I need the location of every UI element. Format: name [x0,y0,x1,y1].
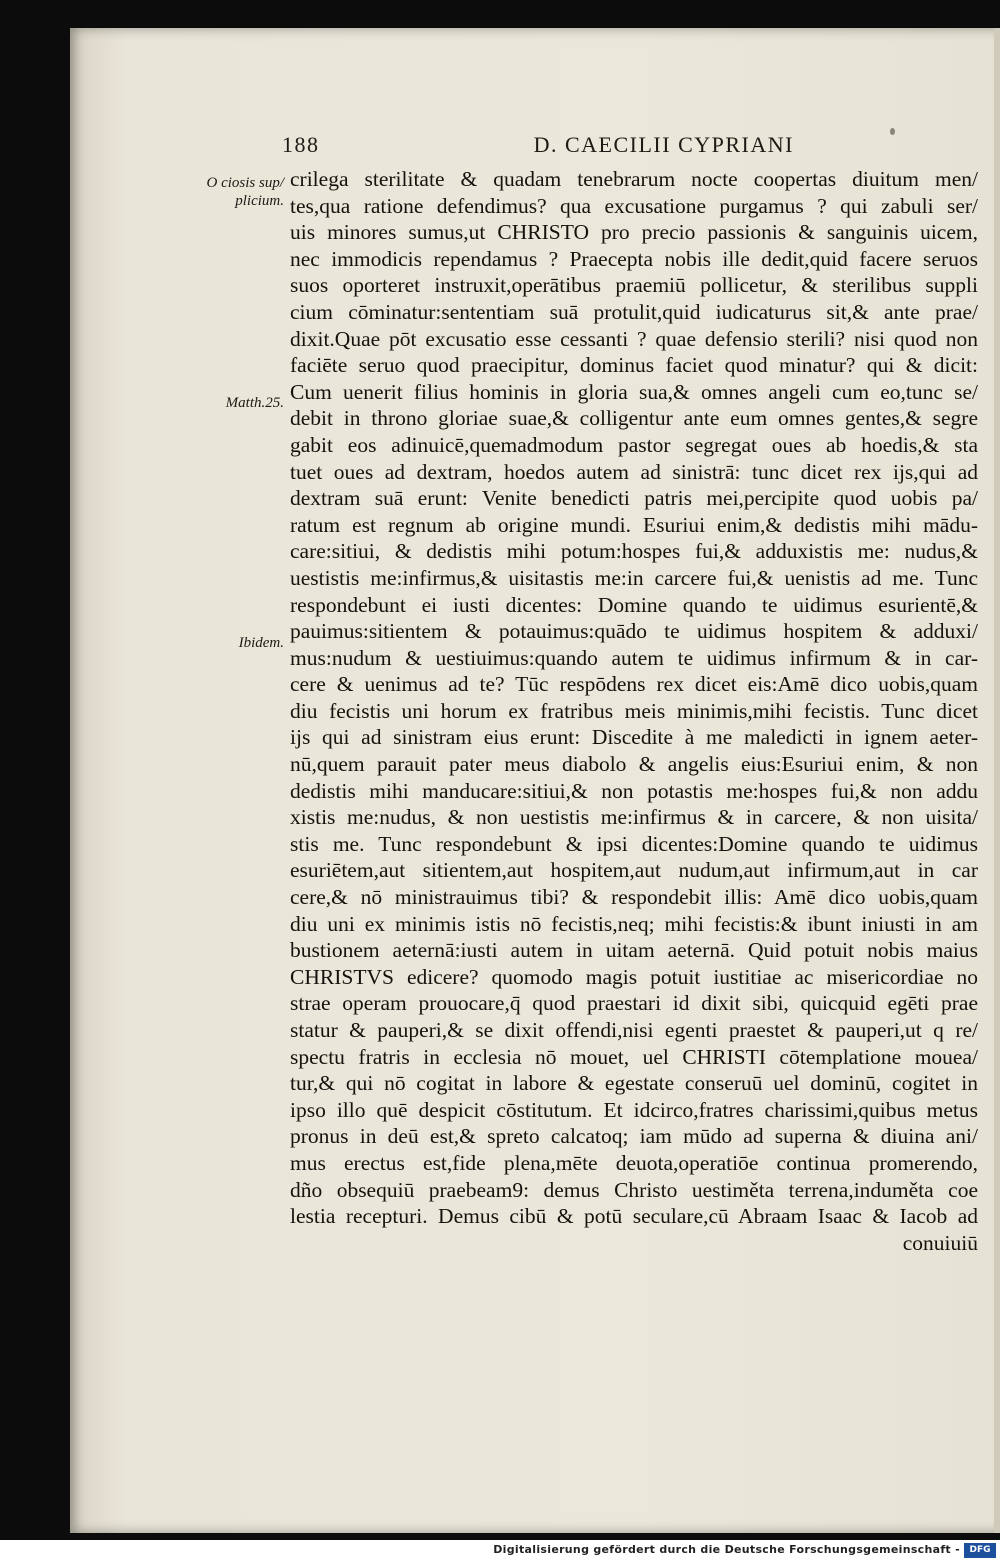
page-edge [994,28,1000,1533]
text-line: cere & uenimus ad te? Tūc respōdens rex dicet eis:Amē dico uobis,quam [290,672,978,697]
text-line: suos oporteret instruxit,operātibus praemiū pollicetur, & sterilibus suppli [290,273,978,298]
text-line: pauimus:sitientem & potauimus:quādo te uidimus hospitem & adduxi/ [290,619,978,644]
funding-notice: Digitalisierung gefördert durch die Deutsche Forschungsgemeinschaft - [493,1543,960,1556]
text-line: respondebunt ei iusti dicentes: Domine quando te uidimus esurientē,& [290,592,978,617]
text-line: uestistis me:infirmus,& uisitastis me:in carcere fui,& uenistis ad me. Tunc [290,565,978,590]
text-line: xistis me:nudus, & non uestistis me:infirmus & in carcere, & non uisita/ [290,805,978,830]
text-line: ipso illo quē despicit cōstitutum. Et idcirco,fratres charissimi,quibus metus [290,1097,978,1122]
text-line: diu fecistis uni horum ex fratribus meis minimis,mihi fecistis. Tunc dicet [290,698,978,723]
running-head [282,132,794,162]
footer-bar [0,1540,1000,1562]
text-line: ijs qui ad sinistram eius erunt: Discedite à me maledicti in ignem aeter- [290,725,978,750]
text-line: Cum uenerit filius hominis in gloria sua,& omnes angeli cum eo,tunc se/ [290,379,978,404]
text-line: esuriētem,aut sitientem,aut hospitem,aut nudum,aut infirmum,aut in car [290,858,978,883]
text-line: dixit.Quae pōt excusatio esse cessanti ? quae defensio sterili? nisi quod non [290,326,978,351]
margin-note-ibidem: Ibidem. [238,635,284,651]
text-line: tuet oues ad dextram, hoedos autem ad sinistrā: tunc dicet rex ijs,qui ad [290,459,978,484]
text-line: uis minores sumus,ut CHRISTO pro precio passionis & sanguinis uicem, [290,220,978,245]
text-line: care:sitiui, & dedistis mihi potum:hospes fui,& adduxistis me: nudus,& [290,539,978,564]
text-line: nec immodicis rependamus ? Praecepta nobis ille dedit,quid facere seruos [290,246,978,271]
body-text [290,166,978,1256]
text-line: strae operam prouocare,q̄ quod praestari id dixit sibi, quicquid egēti prae [290,991,978,1016]
text-line: spectu fratris in ecclesia nō mouet, uel CHRISTI cōtemplatione mouea/ [290,1044,978,1069]
text-line: mus:nudum & uestiuimus:quando autem te uidimus infirmum & in car- [290,645,978,670]
text-line: cere,& nō ministrauimus tibi? & respondebit illis: Amē dico uobis,quam [290,885,978,910]
text-line: tur,& qui nō cogitat in labore & egestate conseruū uel dominū, cogitet in [290,1071,978,1096]
running-title: D. CAECILII CYPRIANI [533,132,794,157]
page-number: 188 [282,132,320,157]
text-line: dño obsequiū praebeam9: demus Christo uestiměta terrena,induměta coe [290,1177,978,1202]
margin-note-ociosis: O ciosis sup/ plicium. [206,175,284,209]
text-line: lestia recepturi. Demus cibū & potū seculare,cū Abraam Isaac & Iacob ad [290,1204,978,1229]
text-line: faciēte seruo quod praecipitur, dominus faciet quod minatur? qui & dicit: [290,353,978,378]
margin-note-matth: Matth.25. [225,395,284,411]
ink-speck [890,128,895,135]
text-line: stis me. Tunc respondebunt & ipsi dicentes:Domine quando te uidimus [290,831,978,856]
text-line: nū,quem parauit pater meus diabolo & angelis eius:Esuriui enim, & non [290,752,978,777]
text-line: gabit eos adinuicē,quemadmodum pastor segregat oues ab hoedis,& sta [290,432,978,457]
text-line: tes,qua ratione defendimus? qua excusatione purgamus ? qui zabuli ser/ [290,193,978,218]
dfg-logo: DFG [964,1543,996,1558]
text-line: statur & pauperi,& se dixit offendi,nisi egenti praestet & pauperi,ut q re/ [290,1018,978,1042]
text-line: CHRISTVS edicere? quomodo magis potuit iustitiae ac misericordiae no [290,964,978,989]
text-line: dedistis mihi manducare:sitiui,& non potastis me:hospes fui,& non addu [290,778,978,803]
text-line: dextram suā erunt: Venite benedicti patris mei,percipite quod uobis pa/ [290,486,978,511]
text-line: debit in throno gloriae suae,& colligentur ante eum omnes gentes,& segre [290,406,978,431]
text-line: diu uni ex minimis istis nō fecistis,neq; mihi fecistis:& ibunt iniusti in am [290,911,978,936]
text-line: bustionem aeternā:iusti autem in uitam aeternā. Quid potuit nobis maius [290,938,978,963]
text-line: ratum est regnum ab origine mundi. Esuriui enim,& dedistis mihi mādu- [290,512,978,537]
text-line: crilega sterilitate & quadam tenebrarum nocte coopertas diuitum men/ [290,167,978,191]
text-line: conuiuiū [902,1230,978,1255]
text-line: pronus in deū est,& spreto calcatoq; iam mūdo ad superna & diuina ani/ [290,1124,978,1149]
text-line: mus erectus est,fide plena,mēte deuota,operatiōe continua promerendo, [290,1150,978,1175]
text-line: cium cōminatur:sententiam suā protulit,quid iudicaturus sit,& ante prae/ [290,299,978,324]
